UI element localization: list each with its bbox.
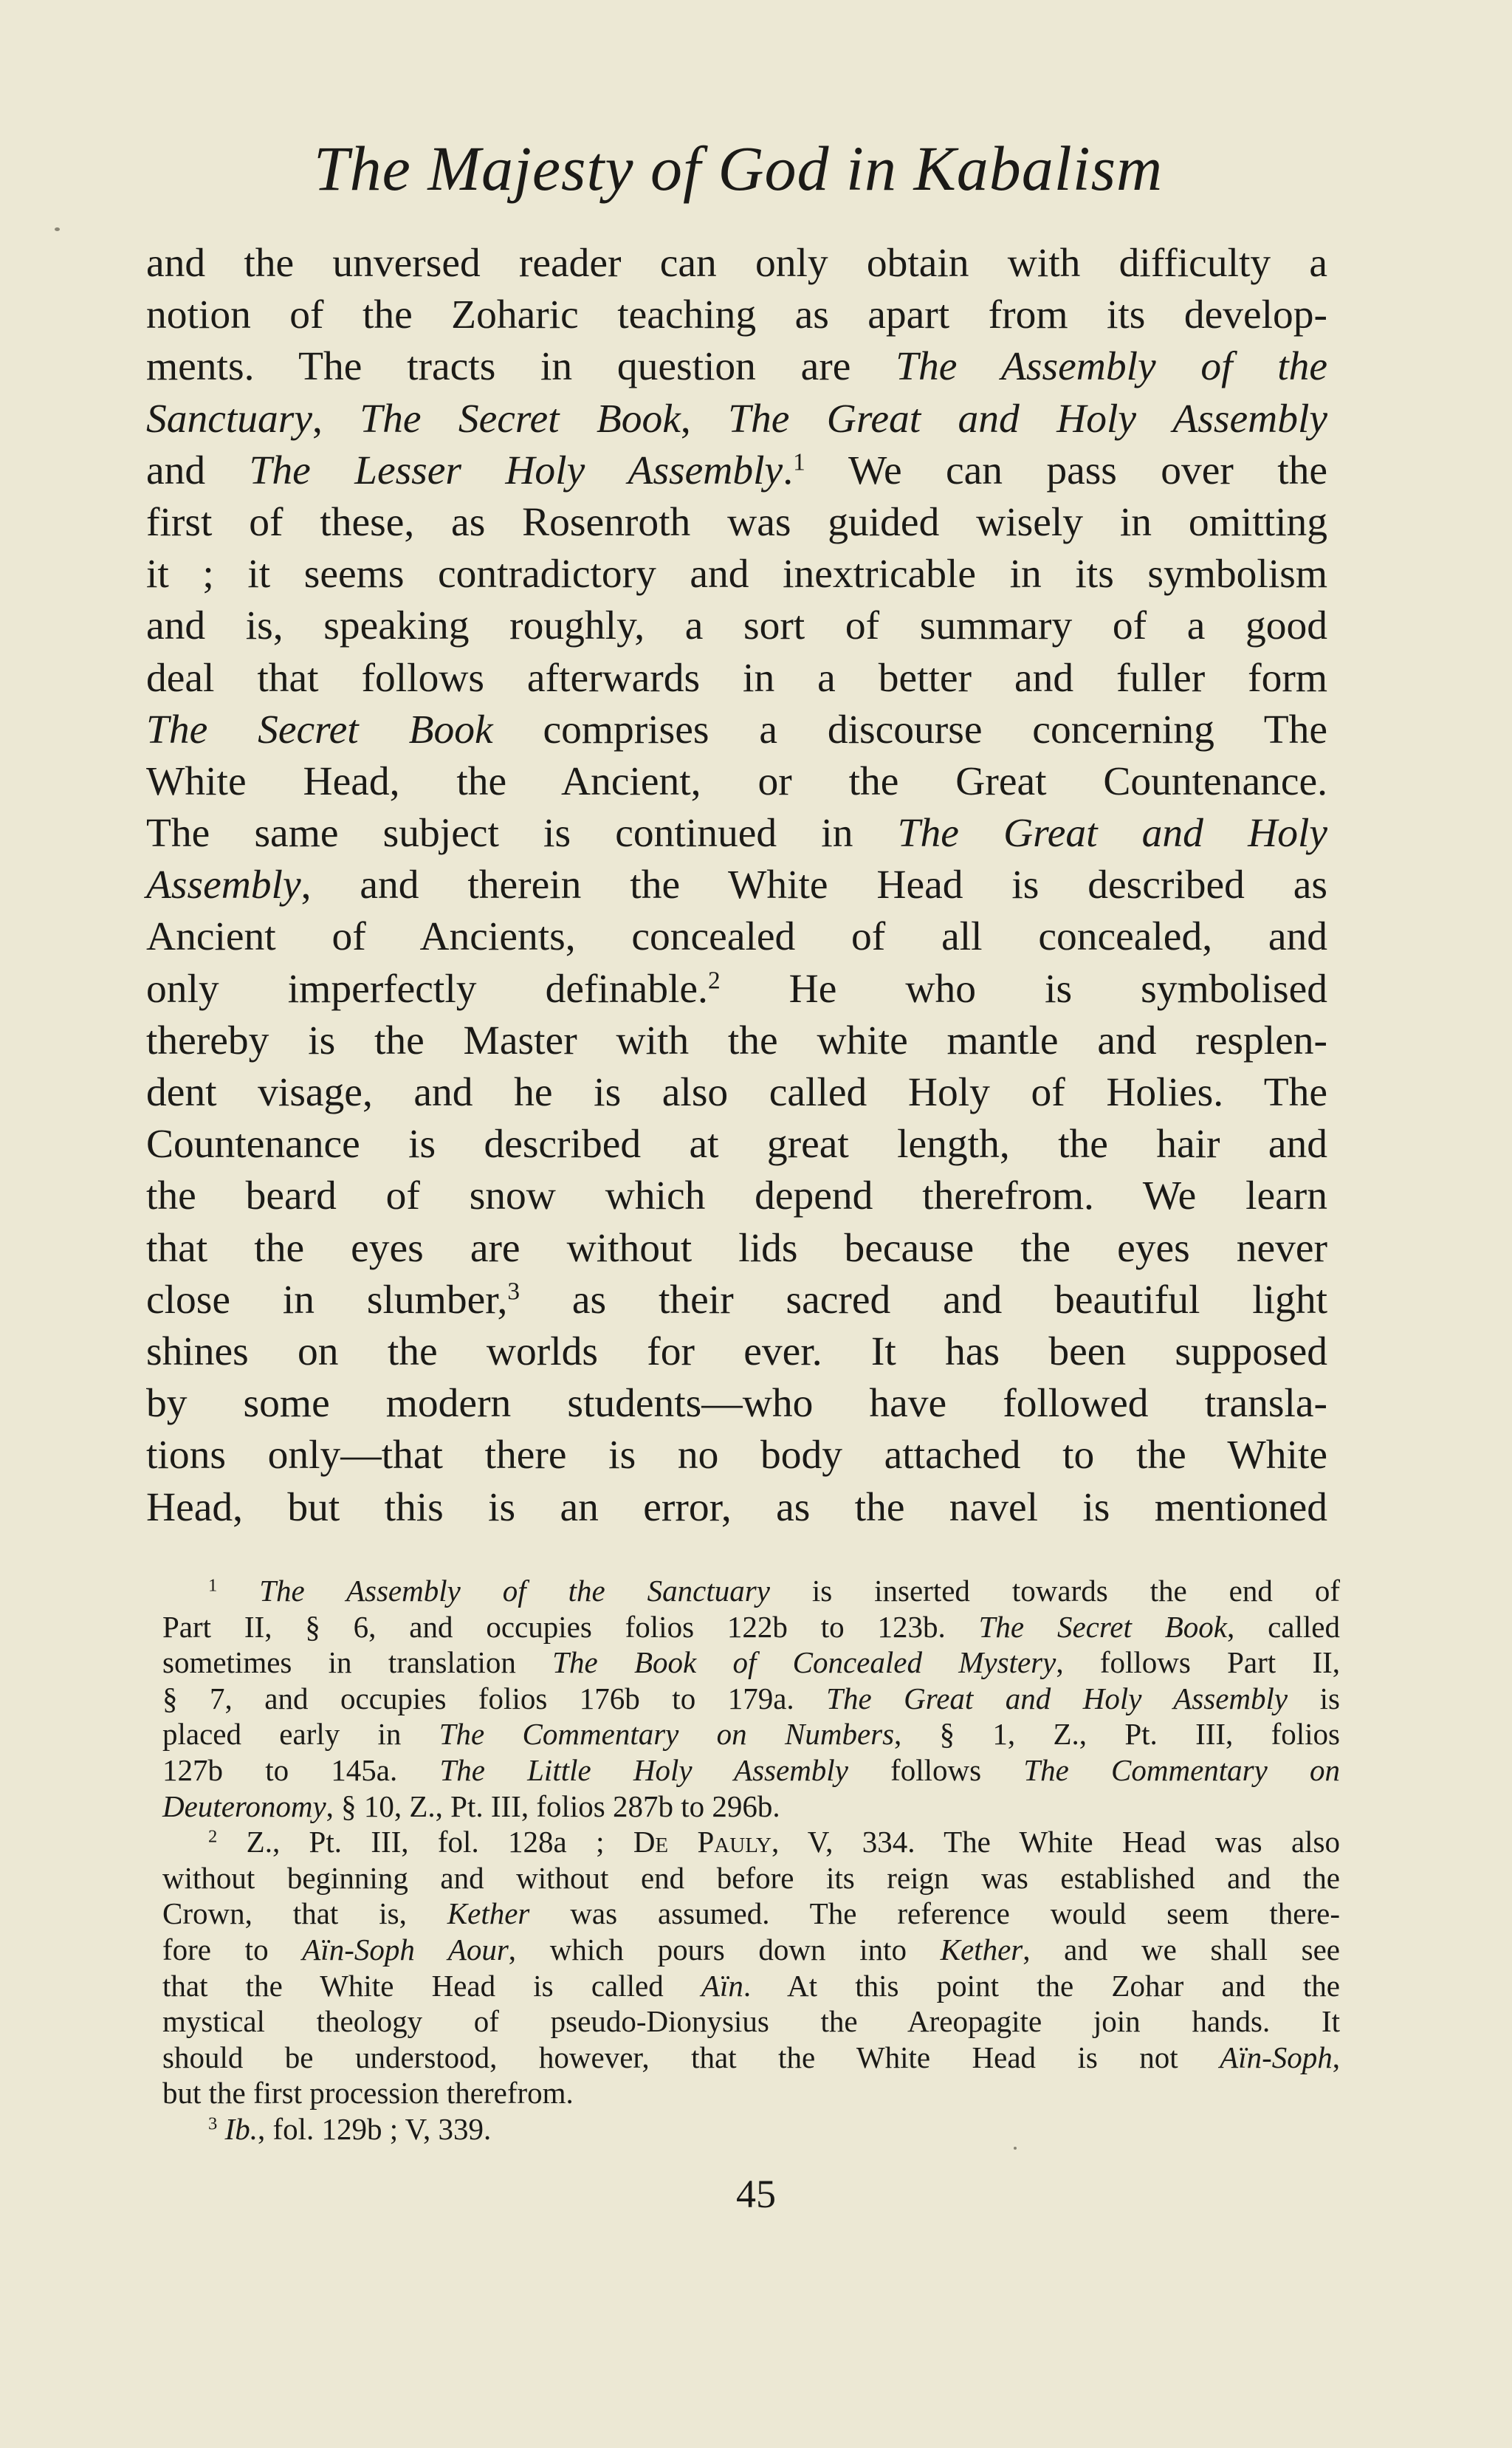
- body-line: [146, 1015, 1327, 1067]
- italic-title: Ib.: [224, 2111, 258, 2146]
- body-line: [146, 1119, 1327, 1170]
- text-run: that the eyes are without lids because the eyes never: [146, 1225, 1327, 1271]
- body-line: [146, 445, 1327, 497]
- italic-title: Sanctuary: [146, 396, 313, 442]
- italic-title: The Great and Holy Assembly: [728, 396, 1327, 442]
- footnote-line: [162, 1968, 1340, 2004]
- text-run: first of these, as Rosenroth was guided wisely in omitting: [146, 499, 1327, 545]
- footnote-line: [162, 2111, 1340, 2147]
- text-run: .: [783, 448, 794, 493]
- body-line: [146, 238, 1327, 289]
- text-run: mystical theology of pseudo-Dionysius the Areopagite join hands. It: [162, 2004, 1340, 2039]
- text-run: and the unversed reader can only obtain with difficulty a: [146, 241, 1327, 286]
- footnote-1: [162, 1573, 1340, 1824]
- text-run: and: [146, 448, 250, 493]
- page-number: 45: [736, 2172, 776, 2216]
- text-run: , follows Part II,: [1056, 1645, 1340, 1680]
- text-run: dent visage, and he is also called Holy of Holies. The: [146, 1070, 1327, 1115]
- footnote-marker: 3: [507, 1278, 520, 1306]
- text-run: , and therein the White Head is described as: [300, 863, 1327, 908]
- footnote-2: [162, 1824, 1340, 2111]
- footnote-line: [162, 1681, 1340, 1717]
- body-line: [146, 1170, 1327, 1222]
- body-line: [146, 808, 1327, 860]
- italic-title: Aïn-Soph Aour: [302, 1932, 509, 1967]
- footnote-marker: 3: [208, 2113, 218, 2134]
- footnote-line: [162, 1824, 1340, 1860]
- italic-title: The Lesser Holy Assembly: [249, 448, 783, 493]
- footnote-line: [162, 1716, 1340, 1752]
- italic-title: The Book of Concealed Mystery: [552, 1645, 1056, 1680]
- body-line: [146, 704, 1327, 756]
- text-run: , which pours down into: [508, 1932, 941, 1967]
- text-run: , called: [1227, 1609, 1340, 1644]
- text-run: Part II, § 6, and occupies folios 122b to 123b.: [162, 1609, 979, 1644]
- text-run: . At this point the Zohar and the: [743, 1968, 1341, 2003]
- text-run: 127b to 145a.: [162, 1752, 440, 1787]
- footnote-line: [162, 1896, 1340, 1932]
- footnote-line: [162, 2040, 1340, 2076]
- italic-title: Kether: [940, 1932, 1023, 1967]
- footnote-line: [162, 2075, 1340, 2111]
- text-run: Head, but this is an error, as the navel is mentioned: [146, 1484, 1327, 1530]
- footnote-line: [162, 1860, 1340, 1896]
- italic-title: Aïn: [701, 1968, 743, 2003]
- text-run: Crown, that is,: [162, 1896, 447, 1931]
- footnote-line: [162, 1932, 1340, 1968]
- italic-title: Assembly: [146, 863, 301, 908]
- footnote-marker: 1: [208, 1575, 218, 1596]
- text-run: sometimes in translation: [162, 1645, 553, 1680]
- text-run: it ; it seems contradictory and inextricable in its symbolism: [146, 552, 1327, 597]
- footnote-marker: 2: [707, 967, 721, 995]
- paper-speck: [55, 227, 60, 231]
- italic-title: The Commentary on Numbers: [439, 1717, 895, 1752]
- body-line: [146, 497, 1327, 549]
- footnote-line: [162, 1645, 1340, 1681]
- text-run: was assumed. The reference would seem there-: [529, 1896, 1340, 1931]
- body-text: [146, 238, 1327, 1534]
- italic-title: The Secret Book: [978, 1609, 1227, 1644]
- body-line: [146, 911, 1327, 963]
- italic-title: The Assembly of the Sanctuary: [259, 1574, 770, 1608]
- footnote-line: [162, 1609, 1340, 1645]
- text-run: ,: [1332, 2040, 1340, 2074]
- italic-title: Deuteronomy: [162, 1789, 326, 1823]
- body-line: [146, 1430, 1327, 1481]
- footnote-line: [162, 1752, 1340, 1789]
- body-line: [146, 756, 1327, 808]
- text-run: [217, 1574, 259, 1608]
- author-name: De Pauly: [633, 1825, 772, 1859]
- body-line: [146, 394, 1327, 445]
- text-run: and is, speaking roughly, a sort of summary of a good: [146, 603, 1327, 649]
- text-run: but the first procession therefrom.: [162, 2076, 574, 2111]
- body-line: [146, 289, 1327, 341]
- body-line: [146, 1378, 1327, 1430]
- text-run: is inserted towards the end of: [769, 1574, 1340, 1608]
- text-run: We can pass over the: [805, 448, 1327, 493]
- body-line: [146, 600, 1327, 652]
- text-run: by some modern students—who have followed transla-: [146, 1381, 1327, 1427]
- footnote-line: [162, 1573, 1340, 1609]
- body-line: [146, 341, 1327, 393]
- text-run: , fol. 129b ; V, 339.: [257, 2111, 492, 2146]
- body-line: [146, 964, 1327, 1015]
- text-run: [217, 2112, 224, 2146]
- footnote-line: [162, 1789, 1340, 1825]
- text-run: § 7, and occupies folios 176b to 179a.: [162, 1681, 827, 1715]
- text-run: notion of the Zoharic teaching as apart from its develop-: [146, 292, 1327, 338]
- text-run: placed early in: [162, 1717, 439, 1752]
- text-run: without beginning and without end before its reign was established and the: [162, 1860, 1340, 1895]
- italic-title: The Commentary on: [1023, 1752, 1341, 1787]
- text-run: follows: [848, 1752, 1024, 1787]
- body-line: [146, 1067, 1327, 1119]
- body-line: [146, 1482, 1327, 1534]
- italic-title: The Little Holy Assembly: [439, 1752, 848, 1787]
- body-line: [146, 653, 1327, 704]
- text-run: He who is symbolised: [720, 966, 1327, 1012]
- paper-speck: [1014, 2147, 1017, 2150]
- text-run: ,: [312, 396, 360, 442]
- text-run: thereby is the Master with the white mantle and resplen-: [146, 1018, 1327, 1063]
- footnote-marker: 2: [208, 1826, 218, 1847]
- text-run: The same subject is continued in: [146, 811, 898, 857]
- text-run: the beard of snow which depend therefrom. We learn: [146, 1173, 1327, 1219]
- body-line: [146, 860, 1327, 911]
- text-run: , § 10, Z., Pt. III, folios 287b to 296b.: [326, 1789, 780, 1823]
- footnote-3: [162, 2111, 1340, 2147]
- footnote-marker: 1: [793, 448, 805, 476]
- text-run: is: [1288, 1681, 1340, 1715]
- footnote-line: [162, 2003, 1340, 2040]
- text-run: only imperfectly definable.: [146, 966, 708, 1012]
- body-line: [146, 1223, 1327, 1275]
- text-run: deal that follows afterwards in a better and fuller form: [146, 655, 1327, 701]
- text-run: that the White Head is called: [162, 1968, 701, 2003]
- italic-title: The Great and Holy Assembly: [826, 1681, 1288, 1715]
- running-head: The Majesty of God in Kabalism: [313, 133, 1164, 204]
- text-run: , V, 334. The White Head was also: [771, 1825, 1340, 1859]
- text-run: , and we shall see: [1023, 1932, 1340, 1967]
- body-line: [146, 1275, 1327, 1326]
- text-run: Z., Pt. III, fol. 128a ;: [217, 1825, 633, 1859]
- text-run: White Head, the Ancient, or the Great Countenance.: [146, 758, 1327, 804]
- body-line: [146, 549, 1327, 600]
- text-run: fore to: [162, 1932, 303, 1967]
- body-line: [146, 1326, 1327, 1378]
- italic-title: The Secret Book: [360, 396, 681, 442]
- text-run: as their sacred and beautiful light: [520, 1277, 1327, 1323]
- text-run: ,: [680, 396, 729, 442]
- text-run: comprises a discourse concerning The: [492, 707, 1327, 752]
- text-run: tions only—that there is no body attached to the White: [146, 1433, 1327, 1478]
- text-run: shines on the worlds for ever. It has been supposed: [146, 1328, 1327, 1374]
- italic-title: Aïn-Soph: [1220, 2040, 1333, 2074]
- text-run: , § 1, Z., Pt. III, folios: [894, 1717, 1340, 1752]
- footnotes: [162, 1573, 1340, 2147]
- italic-title: Kether: [447, 1896, 530, 1931]
- text-run: close in slumber,: [146, 1277, 508, 1323]
- italic-title: The Assembly of the: [896, 344, 1327, 390]
- text-run: Countenance is described at great length, the hair and: [146, 1122, 1327, 1168]
- text-run: ments. The tracts in question are: [146, 344, 896, 390]
- text-run: Ancient of Ancients, concealed of all concealed, and: [146, 914, 1327, 960]
- italic-title: The Secret Book: [146, 707, 493, 752]
- italic-title: The Great and Holy: [897, 811, 1327, 857]
- text-run: should be understood, however, that the White Head is not: [162, 2040, 1220, 2074]
